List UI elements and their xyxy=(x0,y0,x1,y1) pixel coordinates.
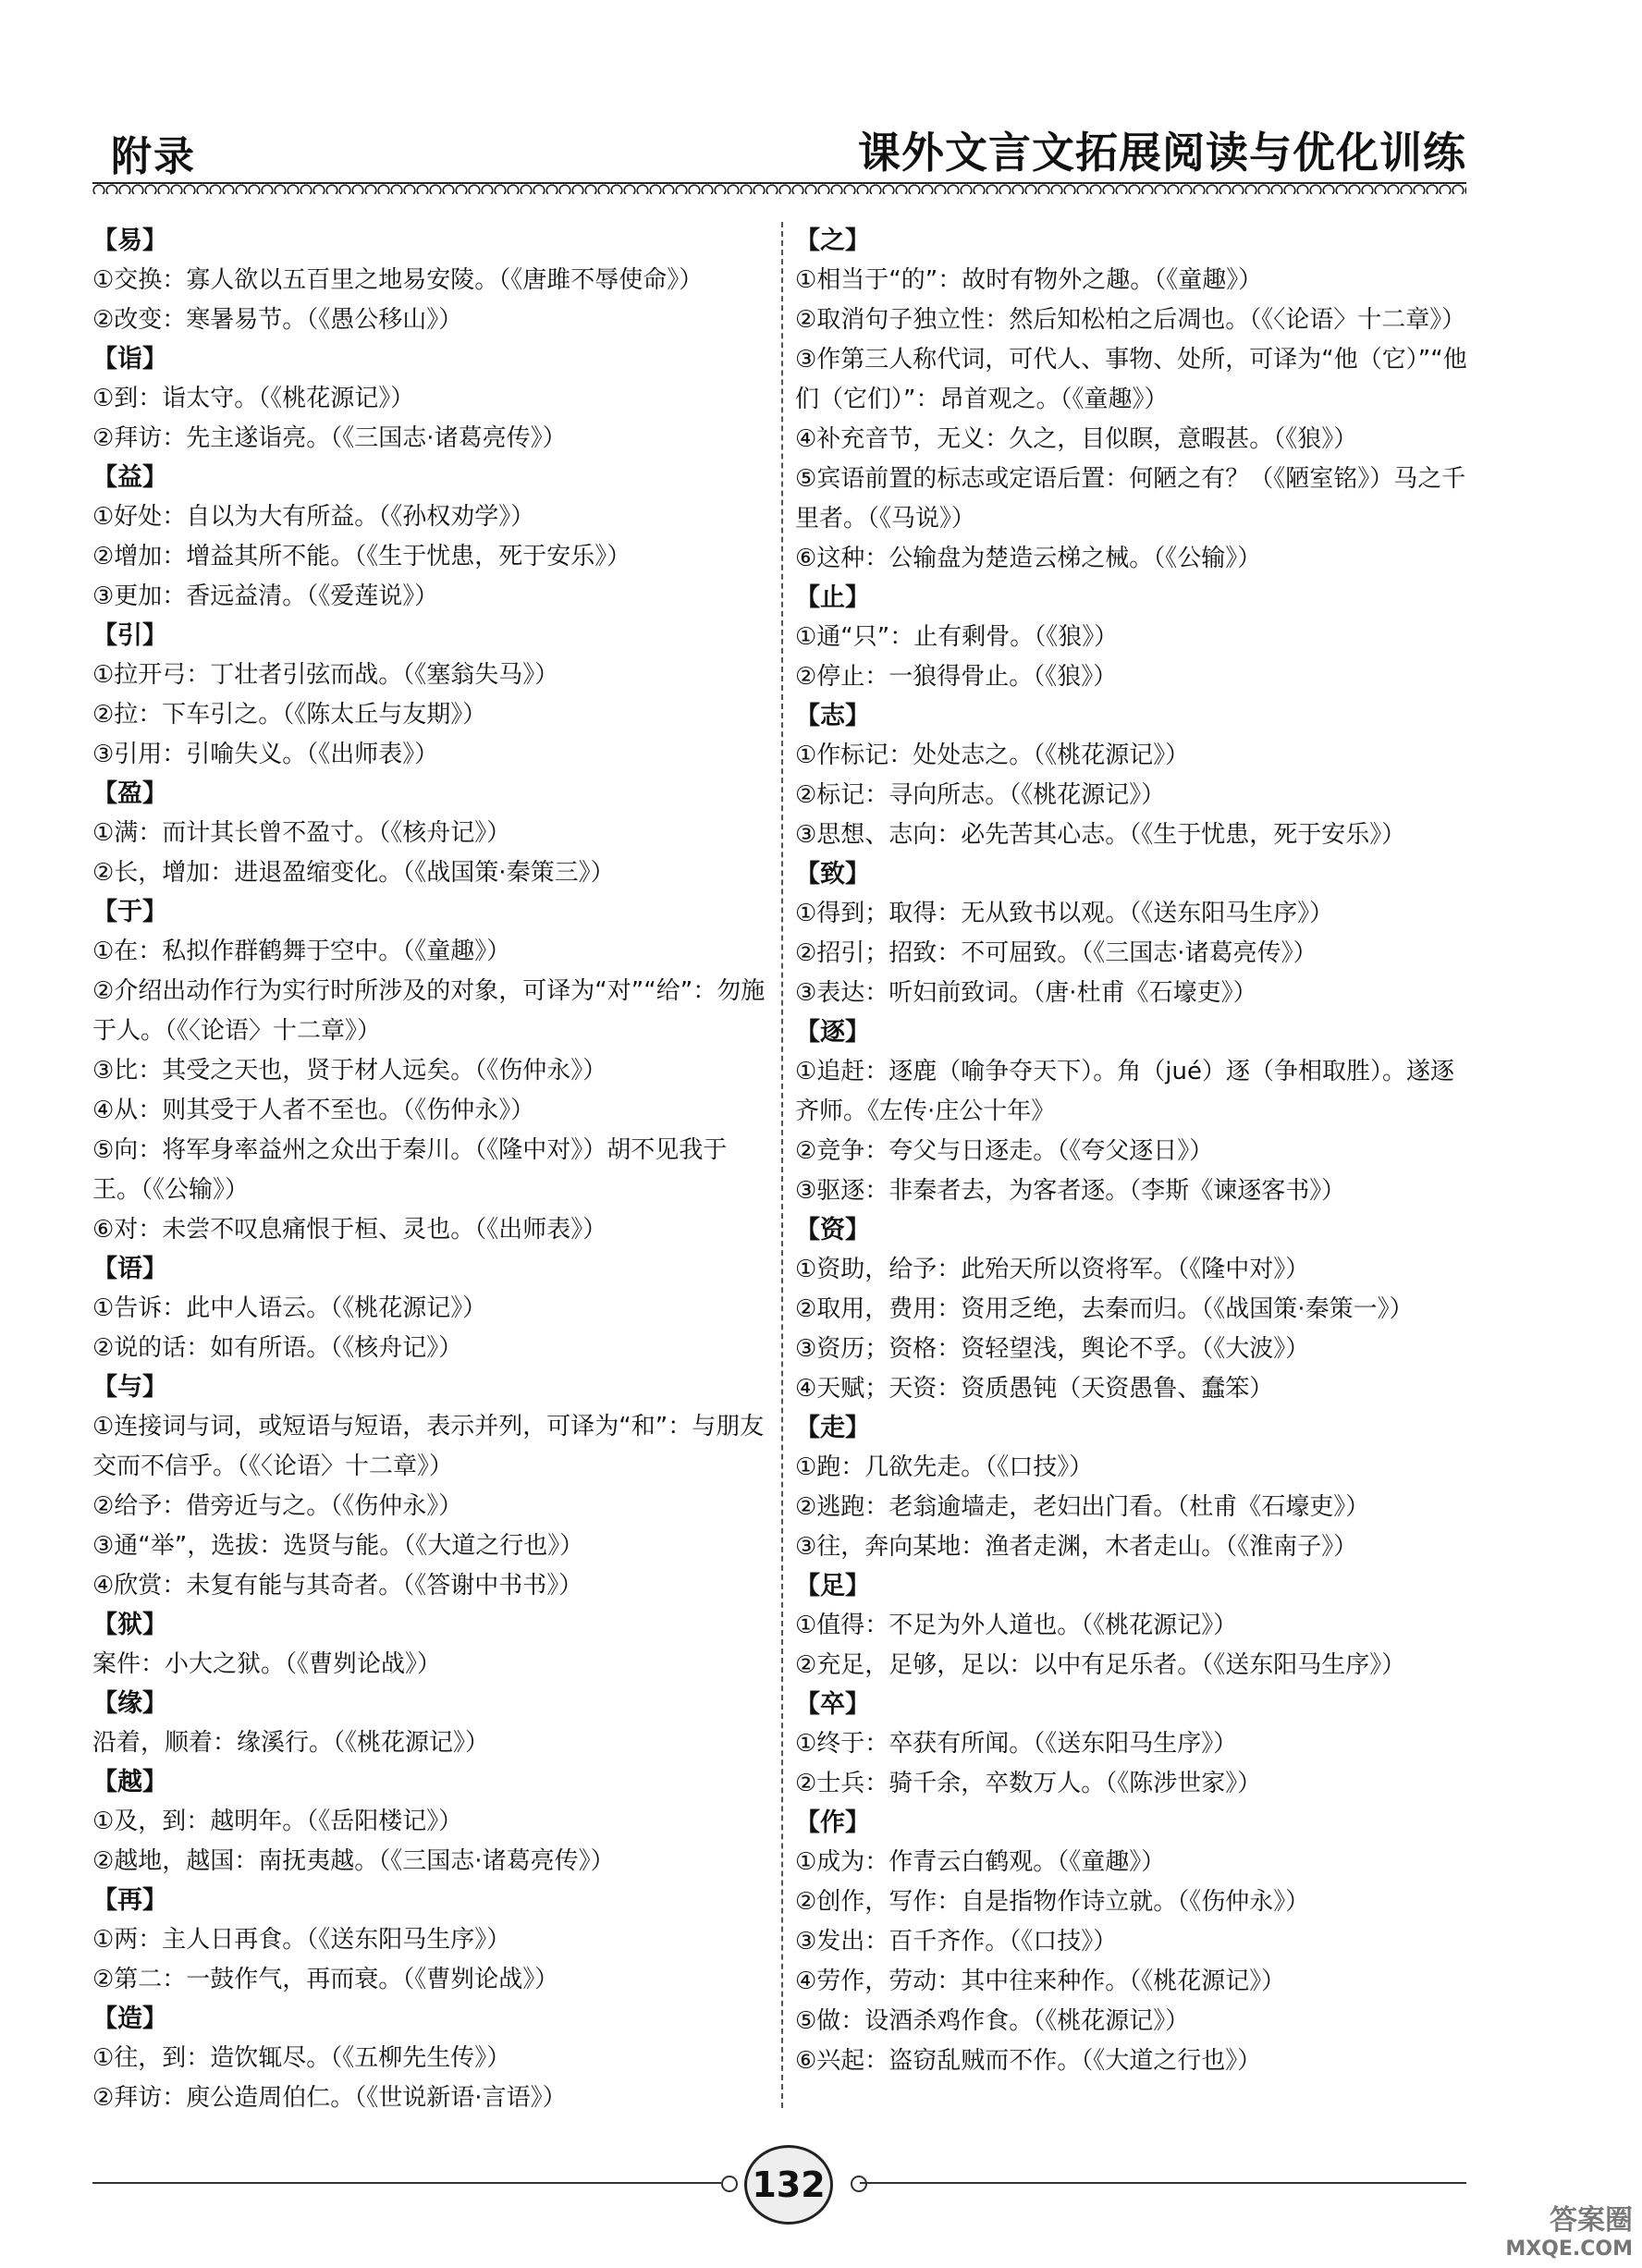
definition-line: ①终于：卒获有所闻。（《送东阳马生序》） xyxy=(795,1730,1238,1758)
definition-line: ②改变：寒暑易节。（《愚公移山》） xyxy=(92,306,463,334)
definition-line: ③更加：香远益清。（《爱莲说》） xyxy=(92,582,439,610)
glossary-entry xyxy=(92,222,772,340)
headword: 【作】 xyxy=(795,1808,870,1837)
definition-line: ①满：而计其长曾不盈寸。（《核舟记》） xyxy=(92,819,511,847)
glossary-entry xyxy=(795,579,1475,697)
definition-line: ①告诉：此中人语云。（《桃花源记》） xyxy=(92,1294,487,1322)
glossary-entry xyxy=(795,697,1475,855)
headword: 【之】 xyxy=(795,227,870,255)
page-number: 132 xyxy=(744,2145,833,2225)
definition-line: ②越地，越国：南抚夷越。（《三国志·诸葛亮传》） xyxy=(92,1847,615,1875)
headword: 【造】 xyxy=(92,2004,167,2033)
definition-line: ②介绍出动作行为实行时所涉及的对象，可译为“对”“给”：勿施于人。（《〈论语〉十二章》） xyxy=(92,977,766,1045)
definition-line: ②逃跑：老翁逾墙走，老妇出门看。（杜甫《石壕吏》） xyxy=(795,1493,1370,1521)
glossary-entry xyxy=(795,1013,1475,1211)
section-label: 附录 xyxy=(111,133,196,180)
definition-line: ①及，到：越明年。（《岳阳楼记》） xyxy=(92,1808,463,1835)
definition-line: ⑥兴起：盗窃乱贼而不作。（《大道之行也》） xyxy=(795,2047,1262,2075)
definition-line: ③驱逐：非秦者去，为客者逐。（李斯《谏逐客书》） xyxy=(795,1177,1346,1205)
headword: 【引】 xyxy=(92,621,167,650)
glossary-entry xyxy=(795,222,1475,579)
definition-line: ①追赶：逐鹿（喻争夺天下）。角（jué）逐（争相取胜）。遂逐齐师。《左传·庄公十年》 xyxy=(795,1058,1455,1125)
page-footer xyxy=(92,2145,1466,2228)
glossary-entry xyxy=(795,1686,1475,1804)
footer-rule-left xyxy=(92,2182,721,2184)
definition-line: ②拜访：庾公造周伯仁。（《世说新语·言语》） xyxy=(92,2084,567,2112)
definition-line: ②拉：下车引之。（《陈太丘与友期》） xyxy=(92,701,487,729)
definition-line: ②说的话：如有所语。（《核舟记》） xyxy=(92,1334,463,1362)
definition-line: ②创作，写作：自是指物作诗立就。（《伤仲永》） xyxy=(795,1888,1310,1916)
definition-line: ③作第三人称代词，可代人、事物、处所，可译为“他（它）”“他们（它们）”：昂首观之。（《童趣》） xyxy=(795,346,1467,413)
headword: 【足】 xyxy=(795,1572,870,1600)
definition-line: ②充足，足够，足以：以中有足乐者。（《送东阳马生序》） xyxy=(795,1651,1406,1679)
headword: 【走】 xyxy=(795,1414,870,1442)
glossary-entry xyxy=(92,1368,772,1606)
glossary-entry xyxy=(92,617,772,775)
definition-line: ②拜访：先主遂诣亮。（《三国志·诸葛亮传》） xyxy=(92,424,567,452)
footer-dot-left xyxy=(721,2176,738,2192)
definition-line: ③思想、志向：必先苦其心志。（《生于忧患，死于安乐》） xyxy=(795,821,1406,849)
definition-line: ①交换：寡人欲以五百里之地易安陵。（《唐雎不辱使命》） xyxy=(92,266,704,294)
definition-line: ①得到；取得：无从致书以观。（《送东阳马生序》） xyxy=(795,900,1334,927)
definition-line: ③表达：听妇前致词。（唐·杜甫《石壕吏》） xyxy=(795,979,1257,1007)
definition-line: ②长，增加：进退盈缩变化。（《战国策·秦策三》） xyxy=(92,859,615,887)
headword: 【易】 xyxy=(92,227,167,255)
footer-dot-right xyxy=(851,2176,867,2192)
definition-line: ②停止：一狼得骨止。（《狼》） xyxy=(795,663,1118,691)
definition-line: ⑥这种：公输盘为楚造云梯之械。（《公输》） xyxy=(795,545,1262,572)
headword: 【语】 xyxy=(92,1255,167,1283)
headword: 【志】 xyxy=(795,702,870,730)
definition-line: ⑥对：未尝不叹息痛恨于桓、灵也。（《出师表》） xyxy=(92,1216,607,1244)
glossary-entry xyxy=(92,1763,772,1882)
headword: 【益】 xyxy=(92,463,167,492)
glossary-entry xyxy=(92,1685,772,1763)
glossary-entry xyxy=(92,1882,772,2000)
headword: 【再】 xyxy=(92,1886,167,1915)
glossary-columns xyxy=(92,222,1479,2112)
definition-line: ①值得：不足为外人道也。（《桃花源记》） xyxy=(795,1612,1238,1639)
definition-line: ②第二：一鼓作气，再而衰。（《曹刿论战》） xyxy=(92,1966,559,1993)
definition-line: ①成为：作青云白鹤观。（《童趣》） xyxy=(795,1848,1166,1876)
left-column xyxy=(92,222,772,2118)
definition-line: ③发出：百千齐作。（《口技》） xyxy=(795,1928,1118,1955)
definition-line: ①资助，给予：此殆天所以资将军。（《隆中对》） xyxy=(795,1256,1310,1283)
definition-line: ④补充音节，无义：久之，目似瞑，意暇甚。（《狼》） xyxy=(795,425,1358,453)
definition-line: ④劳作，劳动：其中往来种作。（《桃花源记》） xyxy=(795,1968,1286,1995)
headword: 【越】 xyxy=(92,1768,167,1796)
glossary-entry xyxy=(795,1211,1475,1409)
headword: 【卒】 xyxy=(795,1690,870,1719)
definition-line: ①在：私拟作群鹤舞于空中。（《童趣》） xyxy=(92,938,511,965)
headword: 【缘】 xyxy=(92,1689,167,1718)
definition-line: ④天赋；天资：资质愚钝（天资愚鲁、蠢笨） xyxy=(795,1375,1274,1403)
definition-line: ②取用，费用：资用乏绝，去秦而归。（《战国策·秦策一》） xyxy=(795,1295,1414,1323)
definition-line: ③通“举”，选拔：选贤与能。（《大道之行也》） xyxy=(92,1532,584,1560)
headword: 【于】 xyxy=(92,898,167,926)
definition-line: ⑤向：将军身率益州之众出于秦川。（《隆中对》）胡不见我于王。（《公输》） xyxy=(92,1136,728,1204)
definition-line: ④欣赏：未复有能与其奇者。（《答谢中书书》） xyxy=(92,1572,583,1600)
definition-line: ③往，奔向某地：渔者走渊，木者走山。（《淮南子》） xyxy=(795,1533,1358,1561)
glossary-entry xyxy=(795,1409,1475,1567)
definition-line: ⑤宾语前置的标志或定语后置：何陋之有？（《陋室铭》）马之千里者。（《马说》） xyxy=(795,465,1466,533)
definition-line: 沿着，顺着：缘溪行。（《桃花源记》） xyxy=(92,1729,490,1757)
glossary-entry xyxy=(795,855,1475,1013)
definition-line: ②增加：增益其所不能。（《生于忧患，死于安乐》） xyxy=(92,543,631,570)
glossary-entry xyxy=(92,459,772,617)
definition-line: 案件：小大之狱。（《曹刿论战》） xyxy=(92,1650,442,1678)
definition-line: ②竞争：夸父与日逐走。（《夸父逐日》） xyxy=(795,1137,1214,1165)
glossary-entry xyxy=(92,2000,772,2118)
glossary-entry xyxy=(795,1567,1475,1686)
watermark-url: MXQE.COM xyxy=(1505,2237,1633,2261)
header-wavy-rule xyxy=(92,182,1466,197)
definition-line: ①跑：几欲先走。（《口技》） xyxy=(795,1453,1094,1481)
headword: 【狱】 xyxy=(92,1611,167,1639)
headword: 【致】 xyxy=(795,860,870,889)
glossary-entry xyxy=(92,1250,772,1368)
column-divider xyxy=(781,222,783,2108)
definition-line: ②标记：寻向所志。（《桃花源记》） xyxy=(795,781,1166,809)
definition-line: ①作标记：处处志之。（《桃花源记》） xyxy=(795,742,1190,769)
definition-line: ⑤做：设酒杀鸡作食。（《桃花源记》） xyxy=(795,2007,1190,2035)
definition-line: ①拉开弓：丁壮者引弦而战。（《塞翁失马》） xyxy=(92,661,559,689)
glossary-entry xyxy=(92,1606,772,1685)
headword: 【逐】 xyxy=(795,1018,870,1047)
footer-rule-right xyxy=(860,2182,1466,2184)
definition-line: ④从：则其受于人者不至也。（《伤仲永》） xyxy=(92,1097,535,1124)
definition-line: ①好处：自以为大有所益。（《孙权劝学》） xyxy=(92,503,535,531)
glossary-entry xyxy=(92,893,772,1250)
headword: 【诣】 xyxy=(92,345,167,374)
glossary-entry xyxy=(795,1804,1475,2081)
book-title: 课外文言文拓展阅读与优化训练 xyxy=(858,128,1466,178)
headword: 【止】 xyxy=(795,583,870,612)
headword: 【资】 xyxy=(795,1216,870,1244)
definition-line: ③资历；资格：资轻望浅，舆论不孚。（《大波》） xyxy=(795,1335,1310,1363)
definition-line: ②士兵：骑千余，卒数万人。（《陈涉世家》） xyxy=(795,1770,1262,1797)
right-column xyxy=(795,222,1475,2081)
glossary-entry xyxy=(92,340,772,459)
watermark xyxy=(1505,2197,1633,2261)
page-header xyxy=(92,106,1466,194)
definition-line: ②招引；招致：不可屈致。（《三国志·诸葛亮传》） xyxy=(795,939,1317,967)
definition-line: ①往，到：造饮辄尽。（《五柳先生传》） xyxy=(92,2044,511,2072)
glossary-entry xyxy=(92,775,772,893)
definition-line: ②给予：借旁近与之。（《伤仲永》） xyxy=(92,1492,463,1520)
definition-line: ③比：其受之天也，贤于材人远矣。（《伤仲永》） xyxy=(92,1057,607,1085)
definition-line: ①相当于“的”：故时有物外之趣。（《童趣》） xyxy=(795,266,1263,294)
definition-line: ①通“只”：止有剩骨。（《狼》） xyxy=(795,623,1119,651)
watermark-logo-text: 答案圈 xyxy=(1550,2204,1633,2237)
definition-line: ①两：主人日再食。（《送东阳马生序》） xyxy=(92,1926,511,1954)
headword: 【盈】 xyxy=(92,779,167,808)
definition-line: ①连接词与词，或短语与短语，表示并列，可译为“和”：与朋友交而不信乎。（《〈论语〉十二章》） xyxy=(92,1413,765,1480)
definition-line: ②取消句子独立性：然后知松柏之后凋也。（《〈论语〉十二章》） xyxy=(795,306,1466,334)
definition-line: ①到：诣太守。（《桃花源记》） xyxy=(92,385,415,412)
definition-line: ③引用：引喻失义。（《出师表》） xyxy=(92,741,439,768)
headword: 【与】 xyxy=(92,1373,167,1402)
